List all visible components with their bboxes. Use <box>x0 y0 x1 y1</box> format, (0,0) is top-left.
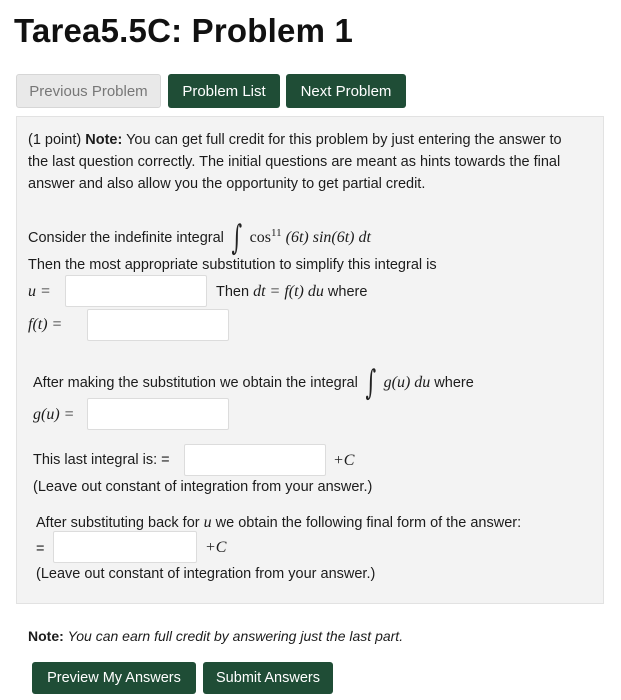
leave-out-note-2: (Leave out constant of integration from your answer.) <box>36 566 376 582</box>
integrand-rest: (6t) sin(6t) dt <box>285 228 371 246</box>
note-label: Note: <box>85 132 123 148</box>
last-integral-text: This last integral is: = <box>33 452 170 468</box>
f-input[interactable] <box>87 309 229 341</box>
after-sub-text-a: After substituting back for <box>36 515 200 531</box>
consider-text: Consider the indefinite integral <box>28 229 224 246</box>
g-integrand: g(u) du <box>383 373 431 391</box>
integrand-exponent: 11 <box>270 227 282 239</box>
plus-c-1: +C <box>333 452 355 469</box>
integrand-cos: cos <box>249 228 271 246</box>
then-text: Then <box>216 284 250 300</box>
after-sub-text-b: we obtain the following final form of the answer: <box>215 515 522 531</box>
intro-line-2: the last question correctly. The initial questions are meant as hints towards the final <box>28 154 561 170</box>
u-label: u = <box>28 283 51 300</box>
intro-text-1: You can get full credit for this problem by just entering the answer to <box>126 132 562 148</box>
substitution-text: Then the most appropriate substitution to simplify this integral is <box>28 257 437 273</box>
after-text: After making the substitution we obtain the integral <box>33 374 358 391</box>
where-text-2: where <box>434 374 474 391</box>
submit-answers-button[interactable]: Submit Answers <box>203 662 333 694</box>
u-input[interactable] <box>65 275 207 307</box>
leave-out-note-1: (Leave out constant of integration from your answer.) <box>33 479 373 495</box>
points-label: (1 point) <box>28 132 82 148</box>
footer-note-text: You can earn full credit by answering just the last part. <box>67 628 404 644</box>
where-text: where <box>327 284 368 300</box>
last-integral-input[interactable] <box>184 444 326 476</box>
after-substitution-line <box>33 363 474 403</box>
g-label: g(u) = <box>33 406 75 423</box>
intro-line-3: answer and also allow you the opportunity to get partial credit. <box>28 176 426 192</box>
then-dt-line <box>216 281 367 303</box>
problem-panel <box>16 116 604 604</box>
intro-line-1 <box>28 130 562 151</box>
footer-note-label: Note: <box>28 628 64 644</box>
plus-c-2: +C <box>205 539 227 556</box>
integral-sign-icon-2: ∫ <box>365 363 377 403</box>
page-title: Tarea5.5C: Problem 1 <box>14 12 354 49</box>
final-equals-sign: = <box>36 541 45 557</box>
problem-list-button[interactable]: Problem List <box>168 74 280 108</box>
final-answer-input[interactable] <box>53 531 197 563</box>
footer-note <box>28 628 403 644</box>
next-problem-button[interactable]: Next Problem <box>286 74 406 108</box>
previous-problem-button[interactable]: Previous Problem <box>16 74 161 108</box>
dt-expression: dt = f(t) du <box>253 283 324 300</box>
preview-answers-button[interactable]: Preview My Answers <box>32 662 196 694</box>
after-sub-u: u <box>203 514 212 531</box>
consider-line <box>28 218 371 258</box>
g-input[interactable] <box>87 398 229 430</box>
integral-sign-icon: ∫ <box>231 218 243 258</box>
f-label: f(t) = <box>28 316 63 333</box>
